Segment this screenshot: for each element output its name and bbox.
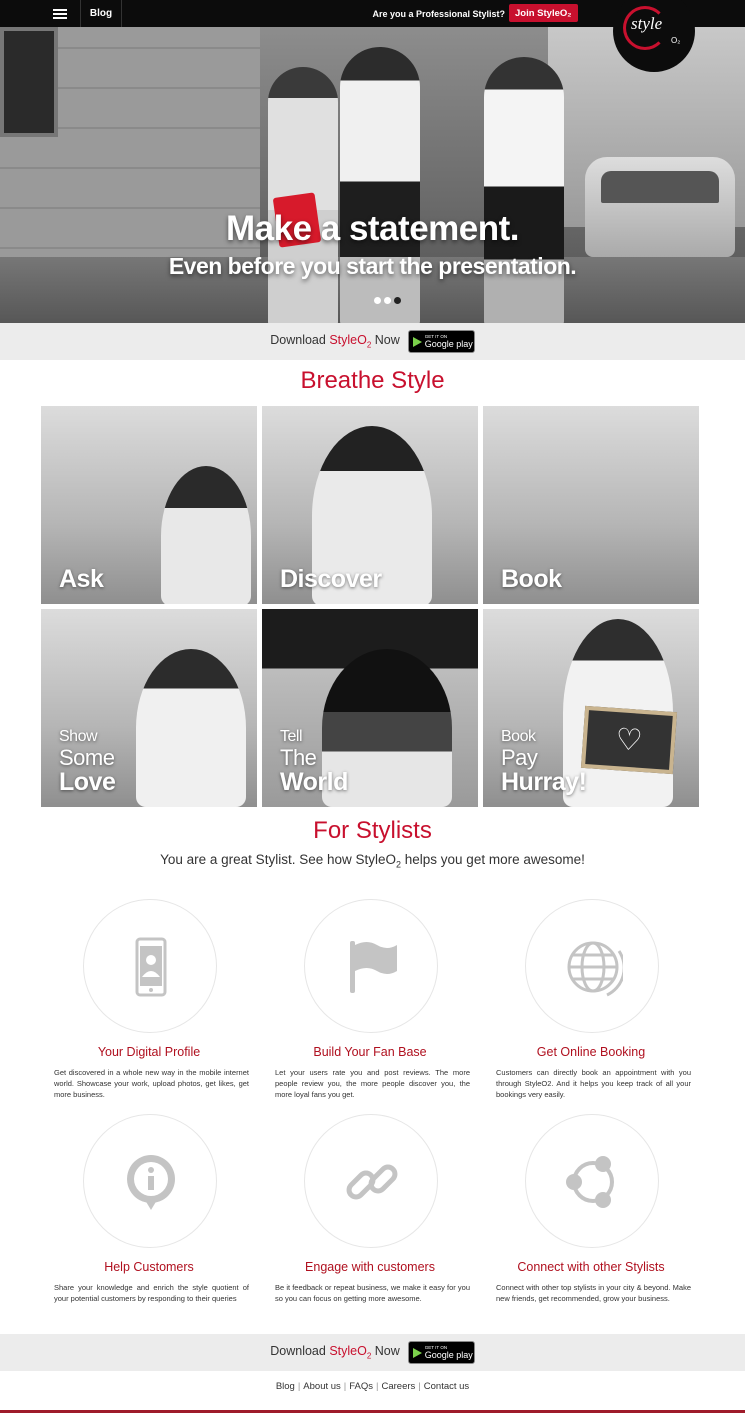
brand-name: StyleO$_2$ [329,333,372,350]
feature-title: Help Customers [104,1260,194,1274]
for-stylists-title: For Stylists [313,817,432,844]
slider-dot[interactable] [374,297,381,304]
download-text: Download StyleO$_2$ Now [270,333,400,350]
feature-text: Let your users rate you and post reviews. The more people review you, the more people discover you, the more loyal fans you get. [275,1068,470,1099]
tile-ask[interactable]: Ask [41,406,257,604]
feature-icon-circle [525,1114,659,1248]
join-button[interactable]: Join StyleO₂ [509,4,578,22]
slider-dot[interactable] [394,297,401,304]
footer-link-blog[interactable]: Blog [275,1381,295,1392]
slider-dot[interactable] [384,297,391,304]
feature-text: Share your knowledge and enrich the style quotient of your potential customers by responding to their queries [54,1283,249,1303]
brand-name: StyleO$_2$ [329,1344,372,1361]
chain-link-icon [342,1152,402,1212]
footer-link-contact[interactable]: Contact us [423,1381,470,1392]
hero-headline: Make a statement. [225,209,520,248]
feature-text: Customers can directly book an appointment with you through StyleO2. And it helps you keep track of all your bookings very easily. [496,1068,691,1099]
download-bar-bottom [0,1334,745,1371]
feature-title: Build Your Fan Base [313,1045,427,1059]
heart-icon: ♡ [581,706,677,774]
globe-icon [563,937,623,997]
breathe-style-title: Breathe Style [300,367,445,394]
feature-icon-circle [83,899,217,1033]
feature-title: Connect with other Stylists [517,1260,665,1274]
feature-title: Engage with customers [305,1260,435,1274]
smartphone-profile-icon [121,937,181,997]
network-nodes-icon [563,1152,623,1212]
download-bar-top [0,323,745,360]
footer-link-careers[interactable]: Careers [381,1381,416,1392]
hero-woman-right [484,57,564,323]
tile-discover[interactable]: Discover [262,406,478,604]
for-stylists-subtitle: You are a great Stylist. See how StyleO$_2$ helps you get more awesome! [160,852,585,870]
hero-subheadline: Even before you start the presentation. [168,253,577,279]
hero-woman-center [340,47,420,323]
logo-text: style [631,14,663,33]
download-text: Download StyleO$_2$ Now [270,1344,400,1361]
tile-book-pay-hurray[interactable]: ♡ Book Pay Hurray! [483,609,699,807]
feature-text: Connect with other top stylists in your city & beyond. Make new friends, get recommended, grow your business. [496,1283,691,1303]
feature-icon-circle [83,1114,217,1248]
footer-link-faqs[interactable]: FAQs [349,1381,374,1392]
footer-link-about[interactable]: About us [303,1381,341,1392]
google-play-badge[interactable]: GET IT ON Google play [408,330,475,353]
blog-link[interactable]: Blog [80,0,122,27]
flag-icon [342,937,402,997]
feature-title: Get Online Booking [536,1045,646,1059]
feature-icon-circle [304,899,438,1033]
footer-links: Blog | About us | FAQs | Careers | Contact us [275,1381,470,1392]
hero-banner [0,27,745,323]
tile-show-some-love[interactable]: Show Some Love [41,609,257,807]
slider-dots [374,297,401,304]
feature-icon-circle [525,899,659,1033]
feature-text: Get discovered in a whole new way in the mobile internet world. Showcase your work, upload photos, get likes, get more business. [54,1068,249,1099]
google-play-badge[interactable]: GET IT ON Google play [408,1341,475,1364]
tile-tell-the-world[interactable]: Tell The World [262,609,478,807]
hero-window [0,27,58,137]
pro-stylist-question: Are you a Professional Stylist? [372,8,505,19]
logo-sub: O₂ [671,36,681,45]
hamburger-menu-icon[interactable] [40,0,80,27]
feature-icon-circle [304,1114,438,1248]
feature-title: Your Digital Profile [97,1045,201,1059]
info-bubble-icon [121,1152,181,1212]
tile-book[interactable]: Book [483,406,699,604]
feature-text: Be it feedback or repeat business, we make it easy for you so you can focus on getting more awesome. [275,1283,470,1303]
